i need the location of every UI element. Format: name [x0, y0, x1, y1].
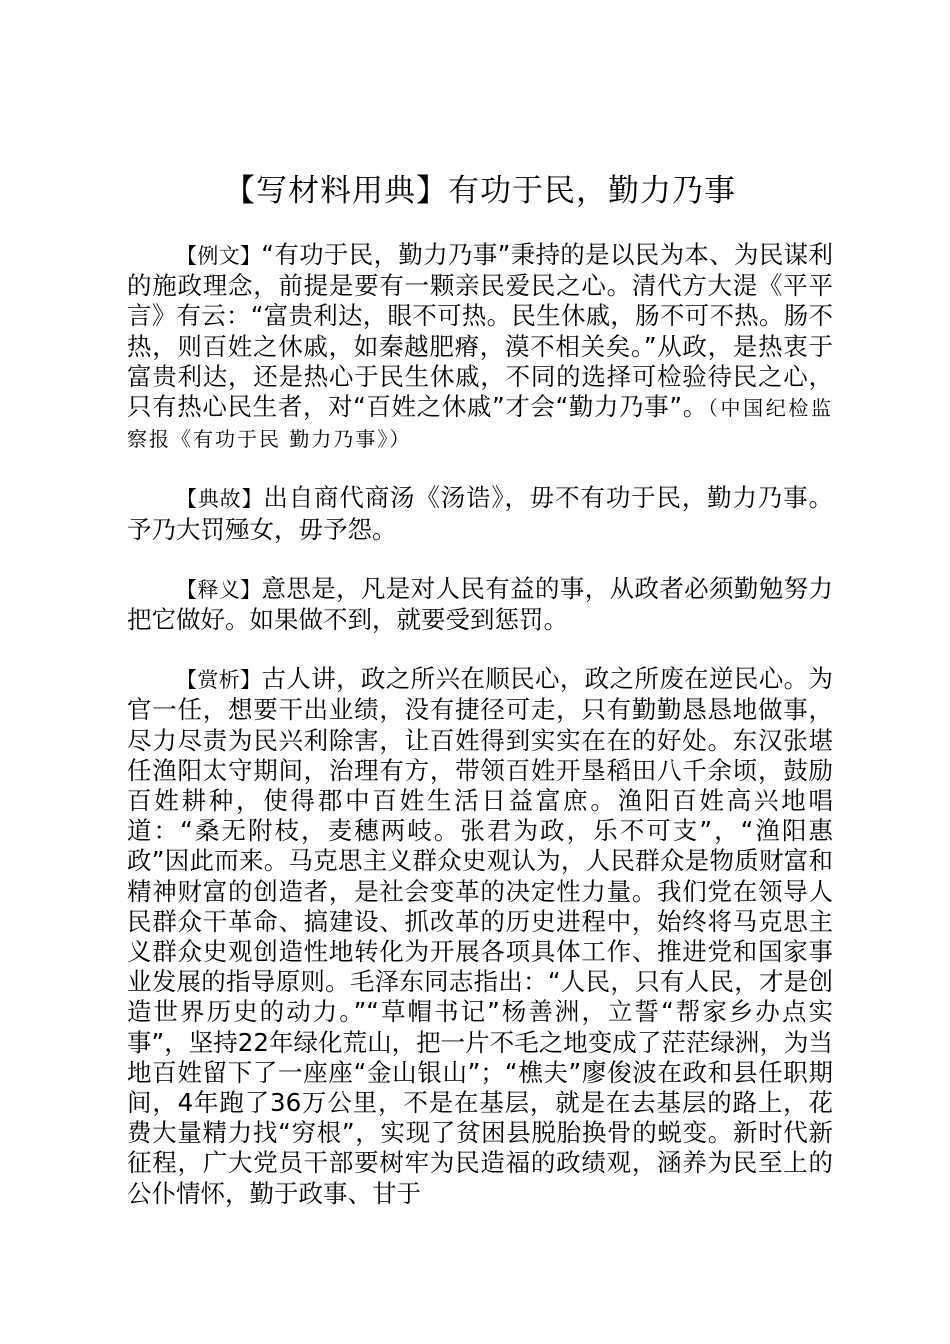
document-page [127, 168, 833, 1209]
meaning-tag: 【释义】 [176, 577, 262, 602]
example-paragraph [127, 240, 833, 454]
origin-text: 出自商代商汤《汤诰》，毋不有功于民，勤力乃事。予乃大罚殛女，毋予怨。 [127, 483, 834, 544]
meaning-paragraph [127, 574, 833, 635]
appreciation-text: 古人讲，政之所兴在顺民心，政之所废在逆民心。为官一任，想要干出业绩，没有捷径可走，只有勤勤恳恳地做事，尽力尽责为民兴利除害，让百姓得到实实在在的好处。东汉张堪任渔阳太守期间，治理有方，带领百姓开垦稻田八千余顷，鼓励百姓耕种，使得郡中百姓生活日益富庶。渔阳百姓高兴地唱道：“桑无附枝，麦穗两岐。张君为政，乐不可支”，“渔阳惠政”因此而来。马克思主义群众史观认为，人民群众是物质财富和精神财富的创造者，是社会变革的决定性力量。我们党在领导人民群众干革命、搞建设、抓改革的历史进程中，始终将马克思主义群众史观创造性地转化为开展各项具体工作、推进党和国家事业发展的指导原则。毛泽东同志指出：“人民，只有人民，才是创造世界历史的动力。”“草帽书记”杨善洲，立誓“帮家乡办点实事”，坚持22年绿化荒山，把一片不毛之地变成了茫茫绿洲，为当地百姓留下了一座座“金山银山”；“樵夫”廖俊波在政和县任职期间，4年跑了36万公里，不是在基层，就是在去基层的路上，花费大量精力找“穷根”，实现了贫困县脱胎换骨的蜕变。新时代新征程，广大党员干部要树牢为民造福的政绩观，涵养为民至上的公仆情怀，勤于政事、甘于 [127, 664, 834, 1208]
document-title: 【写材料用典】有功于民，勤力乃事 [224, 173, 736, 209]
appreciation-paragraph [127, 664, 833, 1209]
example-source: （中国纪检监察报《有功于民 勤力乃事》） [127, 396, 833, 452]
appreciation-tag: 【赏析】 [176, 668, 262, 693]
origin-tag: 【典故】 [176, 487, 264, 512]
example-text: “有功于民，勤力乃事”秉持的是以民为本、为民谋利的施政理念，前提是要有一颗亲民爱民之心。清代方大湜《平平言》有云：“富贵利达，眼不可热。民生休戚，肠不可不热。肠不热，则百姓之休戚，如秦越肥瘠，漠不相关矣。”从政，是热衷于富贵利达，还是热心于民生休戚，不同的选择可检验待民之心，只有热心民生者，对“百姓之休戚”才会“勤力乃事”。 [127, 240, 833, 422]
origin-paragraph [127, 483, 833, 544]
example-tag: 【例文】 [176, 244, 262, 268]
meaning-text: 意思是，凡是对人民有益的事，从政者必须勤勉努力把它做好。如果做不到，就要受到惩罚。 [127, 573, 834, 635]
